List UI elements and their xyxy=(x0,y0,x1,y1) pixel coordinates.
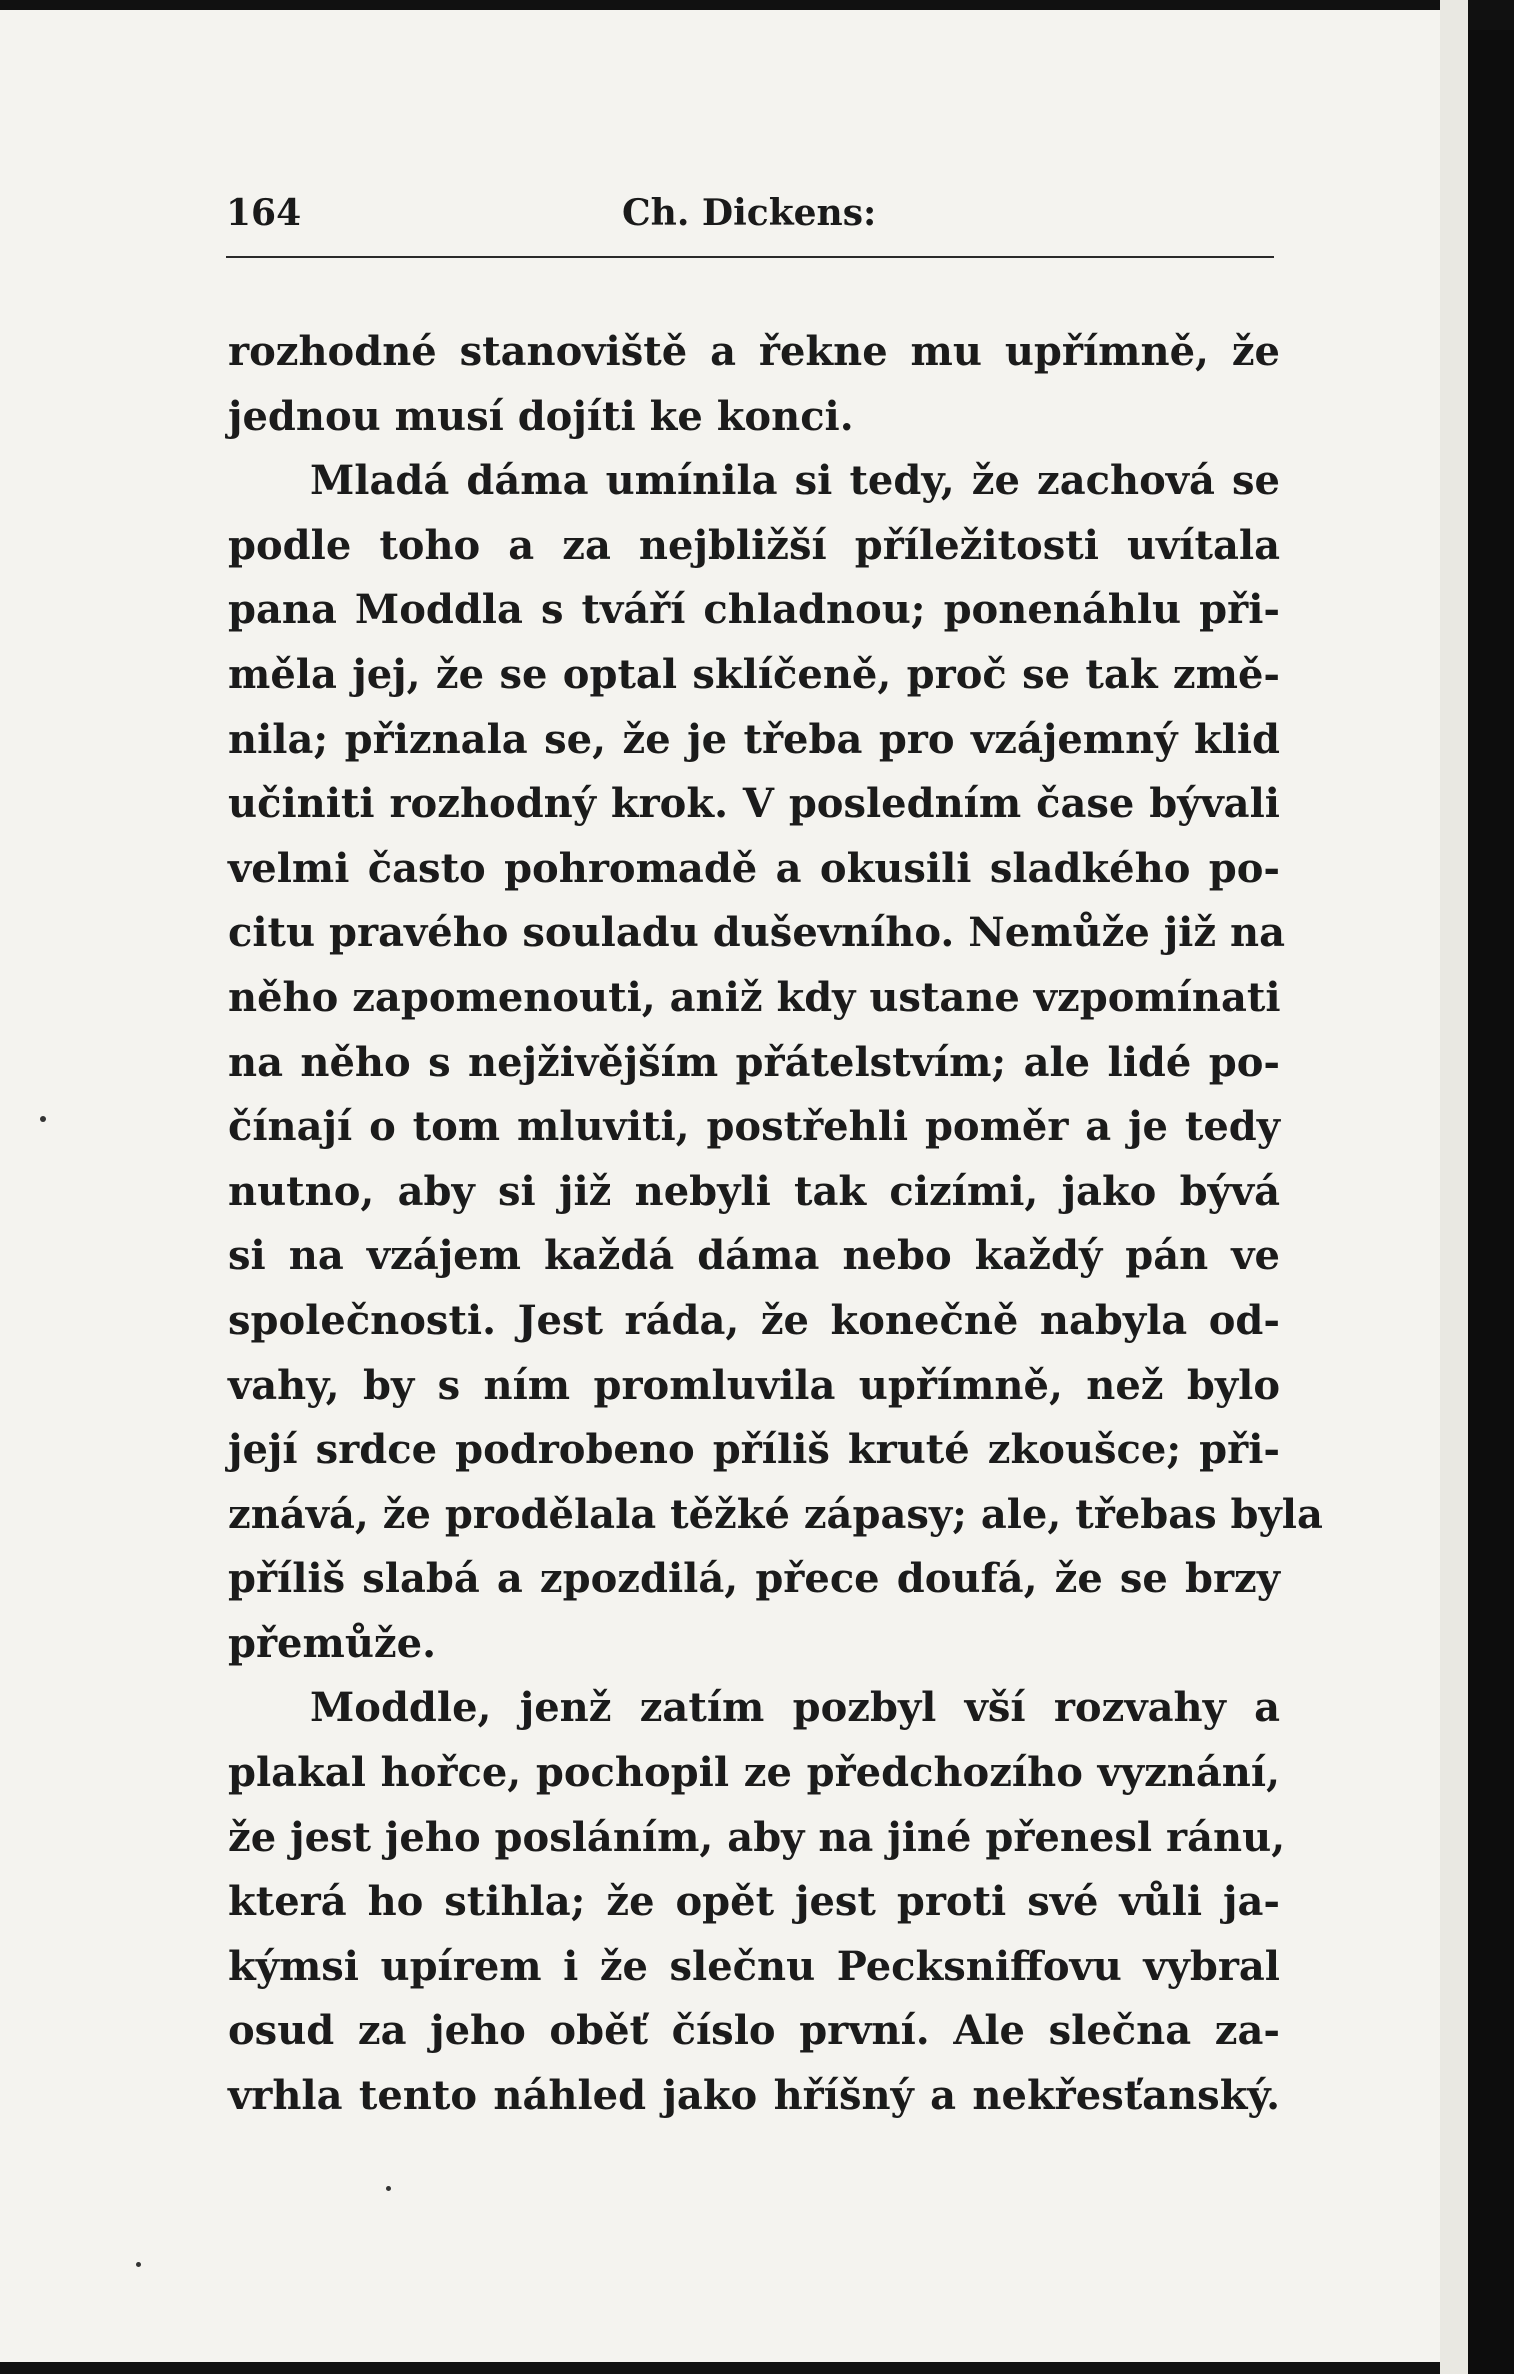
text-line: velmi často pohromadě a okusili sladkého po- xyxy=(228,844,1280,892)
text-line: vahy, by s ním promluvila upřímně, než bylo xyxy=(228,1361,1280,1409)
text-line: pana Moddla s tváří chladnou; ponenáhlu při- xyxy=(228,586,1280,634)
ink-speck xyxy=(136,2262,141,2267)
text-line: rozhodné stanoviště a řekne mu upřímně, že xyxy=(228,328,1280,375)
ink-speck xyxy=(386,2186,391,2191)
text-line: plakal hořce, pochopil ze předchozího vyznání, xyxy=(228,1749,1280,1797)
page-header xyxy=(226,192,1274,244)
text-line: nutno, aby si již nebyli tak cizími, jako bývá xyxy=(228,1167,1280,1215)
text-line: která ho stihla; že opět jest proti své vůli ja- xyxy=(228,1878,1280,1926)
text-line: kýmsi upírem i že slečnu Pecksniffovu vybral xyxy=(228,1942,1280,1990)
text-line: osud za jeho oběť číslo první. Ale slečna za- xyxy=(228,2007,1280,2055)
text-line: něho zapomenouti, aniž kdy ustane vzpomínati xyxy=(228,973,1281,1021)
text-line: Mladá dáma umínila si tedy, že zachová se xyxy=(310,457,1280,505)
text-line: její srdce podrobeno příliš kruté zkoušce; při- xyxy=(228,1426,1280,1474)
text-line: citu pravého souladu duševního. Nemůže již na xyxy=(228,909,1286,957)
text-line: příliš slabá a zpozdilá, přece doufá, že se brzy xyxy=(228,1555,1280,1603)
text-line: si na vzájem každá dáma nebo každý pán ve xyxy=(228,1232,1280,1280)
text-line: nila; přiznala se, že je třeba pro vzájemný klid xyxy=(228,715,1280,763)
text-line: znává, že prodělala těžké zápasy; ale, třebas byla xyxy=(228,1490,1323,1538)
page-edge xyxy=(1440,0,1468,2374)
text-line: na něho s nejživějším přátelstvím; ale lidé po- xyxy=(228,1038,1280,1086)
text-line: přemůže. xyxy=(228,1619,436,1667)
header-rule xyxy=(226,256,1274,258)
text-line: čínají o tom mluviti, postřehli poměr a je tedy xyxy=(228,1103,1280,1151)
text-line: vrhla tento náhled jako hříšný a nekřesťanský. xyxy=(228,2072,1280,2120)
text-line: podle toho a za nejbližší příležitosti uvítala xyxy=(228,521,1280,569)
ink-speck xyxy=(40,1116,46,1122)
running-head: Ch. Dickens: xyxy=(622,192,877,234)
text-line: že jest jeho posláním, aby na jiné přenesl ránu, xyxy=(228,1813,1286,1861)
text-line: učiniti rozhodný krok. V posledním čase bývali xyxy=(228,780,1280,828)
text-line: Moddle, jenž zatím pozbyl vší rozvahy a xyxy=(310,1684,1280,1732)
text-line: jednou musí dojíti ke konci. xyxy=(228,392,854,440)
body-text xyxy=(228,320,1323,2129)
page-number: 164 xyxy=(226,192,302,234)
text-line: společnosti. Jest ráda, že konečně nabyla od- xyxy=(228,1296,1280,1344)
scan-border xyxy=(1468,30,1514,2374)
text-line: měla jej, že se optal sklíčeně, proč se tak změ- xyxy=(228,650,1280,698)
